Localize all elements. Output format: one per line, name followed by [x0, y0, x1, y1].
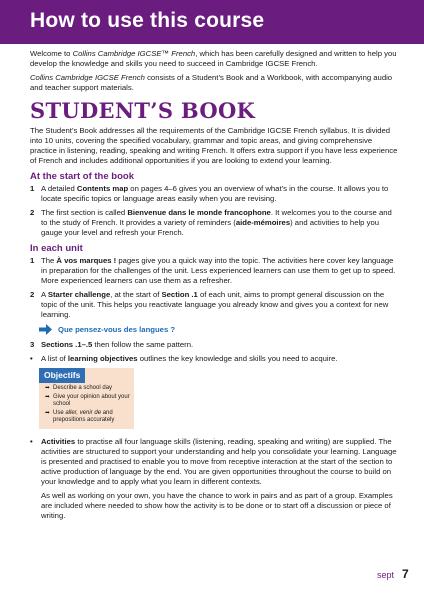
footer-month-label: sept: [377, 570, 395, 580]
arrow-bullet-icon: ➡: [45, 393, 50, 400]
intro-paragraph-1: Welcome to Collins Cambridge IGCSE™ French, which has been carefully designed and written to help you develop the knowledge and skills you need to succeed in Cambridge IGCSE French.: [30, 49, 397, 68]
list-item: 1 A detailed Contents map on pages 4–6 gives you an overview of what’s in the course. It allows you to locate specific topics or language areas easily when you are revising.: [30, 184, 389, 203]
arrow-bullet-icon: ➡: [45, 385, 50, 391]
starter-challenge-example: [39, 324, 400, 335]
main-content: [30, 49, 400, 525]
page-number: 7: [402, 567, 409, 581]
list-item: 2 The first section is called Bienvenue dans le monde francophone. It welcomes you to the course and to the study of French. It provides a variety of reminders (aide-mémoires) and activities to help you gauge your level and refresh your French.: [30, 208, 392, 237]
starter-challenge-label: Que pensez-vous des langues ?: [58, 324, 176, 334]
arrow-right-icon: [39, 324, 52, 335]
closing-paragraph: As well as working on your own, you have the chance to work in pairs and as part of a group. Examples are included where needed to show how the activity is to be done or to start off a discussion or piece of writing.: [41, 490, 393, 520]
objective-item: ➡ Use aller, venir de and prepositions accurately: [45, 409, 115, 423]
objective-item: ➡ Describe a school day: [45, 385, 113, 391]
objectifs-example-box: [39, 368, 134, 429]
list-item: • Activities to practise all four language skills (listening, reading, speaking and writing) are supplied. The activities are structured to support your understanding and help you consolidate your learning. Language is presented and practised to enable you to move from receptive interaction at the start of the section to active production of language by the end. You are given opportunities throughout the course to build on your knowledge and to apply what you learn in different contexts.: [30, 436, 397, 486]
intro-paragraph-2: Collins Cambridge IGCSE French consists of a Student’s Book and a Workbook, with accompanying audio and teacher support materials.: [30, 73, 393, 92]
subhead-each-unit: In each unit: [30, 243, 83, 254]
arrow-bullet-icon: ➡: [45, 409, 50, 416]
list-item: • A list of learning objectives outlines the key knowledge and skills you need to acquire.: [30, 354, 338, 363]
section-heading-students-book: STUDENT’S BOOK: [30, 98, 256, 123]
page-title: How to use this course: [30, 9, 265, 32]
subhead-start-of-book: At the start of the book: [30, 171, 134, 182]
students-book-paragraph: The Student’s Book addresses all the requirements of the Cambridge IGCSE French syllabus. It is divided into 10 units, covering the specified vocabulary, grammar and topic areas, and giving comprehensive practice in listening, reading, speaking and writing French. It offers extra support if you have less experience of French and includes additional opportunities if you are looking to extend your learning.: [30, 126, 398, 165]
list-item: 1 The À vos marques ! pages give you a quick way into the topic. The activities here cover key language in preparation for the challenges of the unit. Less experienced learners can use them to get up to speed. More experienced learners can use them as a refresher.: [30, 256, 396, 285]
list-item: 3 Sections .1–.5 then follow the same pattern.: [30, 340, 194, 349]
header-bar: [0, 0, 424, 44]
list-item: 2 A Starter challenge, at the start of Section .1 of each unit, aims to prompt general discussion on the topic of the unit. This helps you reactivate language you already know and gives you a context for new learning.: [30, 290, 389, 319]
objectifs-title: Objectifs: [39, 368, 85, 383]
objective-item: ➡ Give your opinion about your school: [45, 393, 130, 407]
